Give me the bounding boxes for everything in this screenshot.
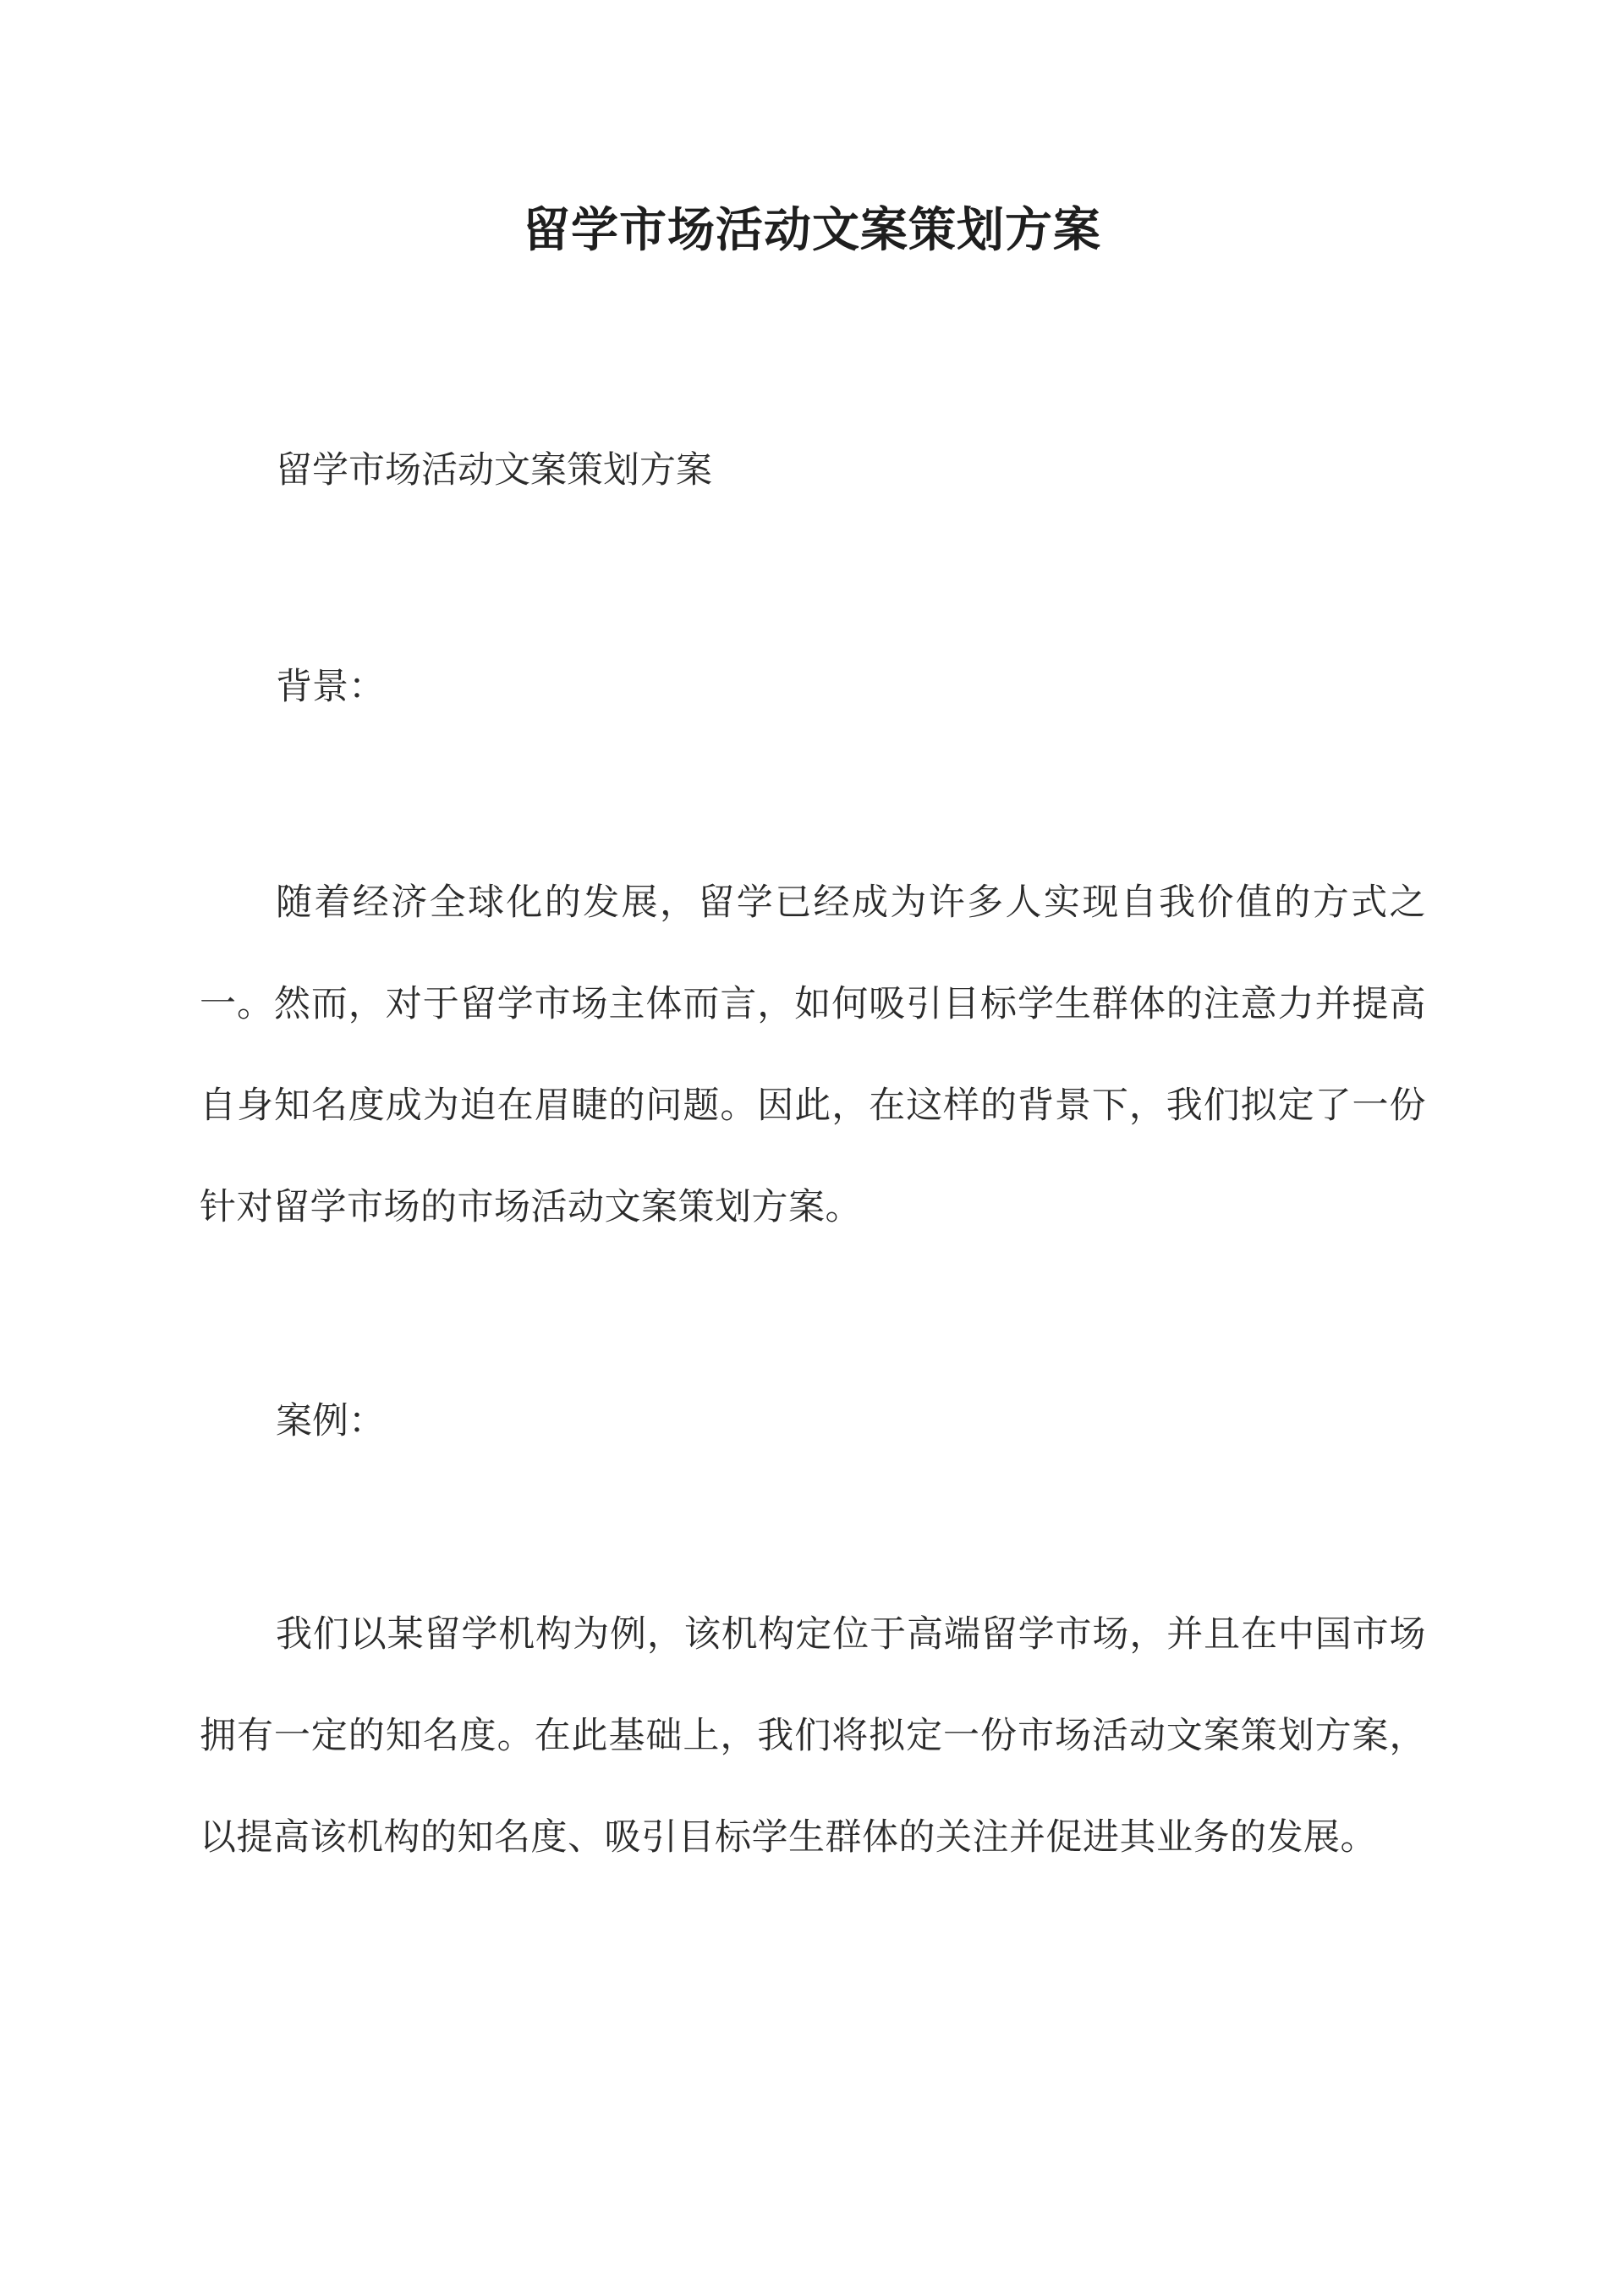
section-heading-background: 背景： xyxy=(276,666,385,708)
section-body-background: 随着经济全球化的发展，留学已经成为许多人实现自我价值的方式之一。然而，对于留学市场主体而言，如何吸引目标学生群体的注意力并提高自身知名度成为迫在眉睫的问题。因此，在这样的背景下，我们拟定了一份针对留学市场的市场活动文案策划方案。 xyxy=(200,882,1426,1228)
document-title: 留学市场活动文案策划方案 xyxy=(523,202,1101,258)
document-subtitle: 留学市场活动文案策划方案 xyxy=(276,449,712,492)
section-body-case: 我们以某留学机构为例，该机构定位于高端留学市场，并且在中国市场拥有一定的知名度。在此基础上，我们将拟定一份市场活动文案策划方案，以提高该机构的知名度、吸引目标学生群体的关注并促进其业务的发展。 xyxy=(200,1613,1426,1859)
section-heading-case: 案例： xyxy=(276,1400,385,1442)
